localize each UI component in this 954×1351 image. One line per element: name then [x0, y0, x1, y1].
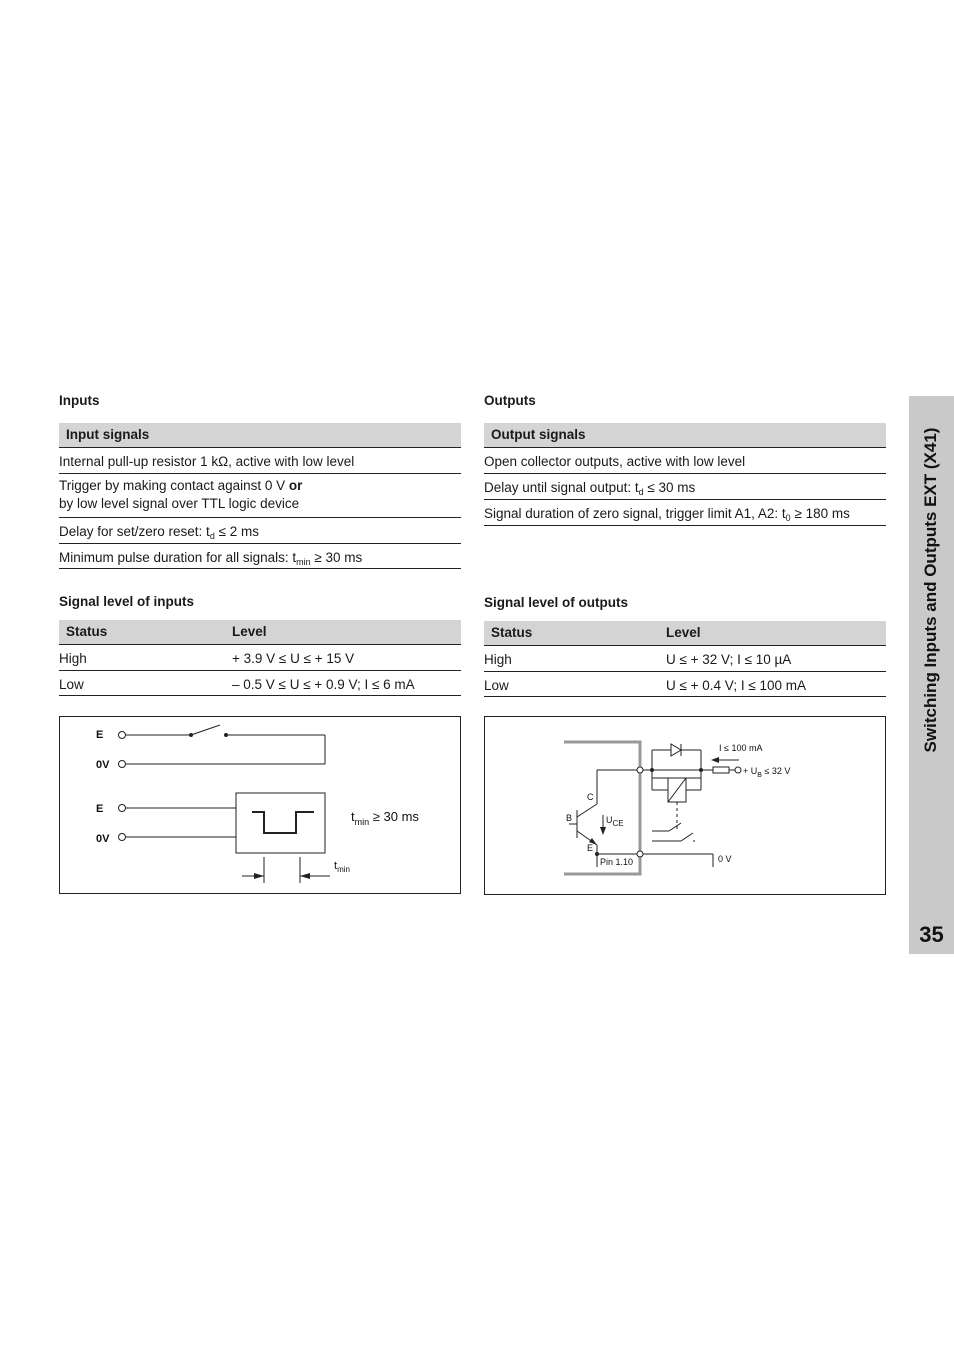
input-0v-label-1: 0V	[96, 759, 110, 771]
signal-outputs-table	[484, 621, 886, 697]
signal-outputs-heading: Signal level of outputs	[484, 595, 629, 610]
output-row-text: ≤ 30 ms	[643, 480, 696, 495]
table-row	[59, 645, 461, 671]
input-e-label-2: E	[96, 803, 104, 815]
input-row-text: ≤ 2 ms	[214, 524, 259, 539]
col-status: Status	[491, 625, 533, 640]
signal-inputs-header	[59, 620, 461, 645]
output-circuit-svg	[485, 717, 885, 894]
input-circuit-diagram	[59, 716, 461, 894]
table-row	[59, 448, 461, 474]
pin-label: Pin 1.10	[600, 857, 634, 867]
output-circuit-diagram	[484, 716, 886, 895]
output-signals-header	[484, 423, 886, 448]
table-row	[59, 544, 461, 569]
collector-label: C	[587, 792, 594, 802]
level-cell: + 3.9 V ≤ U ≤ + 15 V	[232, 651, 355, 666]
level-cell: – 0.5 V ≤ U ≤ + 0.9 V; I ≤ 6 mA	[232, 677, 415, 692]
col-level: Level	[232, 624, 267, 639]
input-row-text: Minimum pulse duration for all signals: t	[59, 550, 297, 565]
output-row-text: Delay until signal output: t	[484, 480, 639, 495]
base-label: B	[566, 813, 573, 823]
input-signals-header-label: Input signals	[66, 427, 150, 442]
status-cell: Low	[59, 677, 84, 692]
signal-outputs-header	[484, 621, 886, 646]
outputs-heading: Outputs	[484, 393, 536, 408]
table-row	[484, 474, 886, 500]
ub-label: + $U_B \le 32$ V	[743, 766, 791, 779]
input-e-label-1: E	[96, 729, 104, 741]
inputs-heading: Inputs	[59, 393, 100, 408]
input-signals-table	[59, 423, 461, 569]
output-row-text: Open collector outputs, active with low level	[484, 454, 746, 469]
table-row	[484, 672, 886, 697]
table-row	[484, 646, 886, 672]
table-row	[484, 500, 886, 526]
output-row-sub: 0	[785, 513, 791, 523]
emitter-label: E	[587, 843, 594, 853]
input-row-bold: or	[288, 478, 303, 493]
signal-inputs-heading: Signal level of inputs	[59, 594, 195, 609]
current-limit-label: I ≤ 100 mA	[719, 743, 763, 753]
table-row	[59, 518, 461, 544]
input-row-sub: min	[296, 557, 311, 567]
input-row-text: Trigger by making contact against 0 V	[59, 478, 289, 493]
output-0v-label: 0 V	[718, 854, 732, 864]
input-row-sub: d	[209, 531, 215, 541]
input-signals-header	[59, 423, 461, 448]
output-row-text: ≥ 180 ms	[790, 506, 850, 521]
col-status: Status	[66, 624, 108, 639]
col-level: Level	[666, 625, 701, 640]
table-row	[59, 671, 461, 696]
input-circuit-svg	[60, 717, 460, 893]
input-row-text: Delay for set/zero reset: t	[59, 524, 210, 539]
status-cell: Low	[484, 678, 509, 693]
level-cell: U ≤ + 32 V; I ≤ 10 µA	[666, 652, 792, 667]
tmin-condition-label: $t_{min} \ge 30$ ms	[351, 809, 419, 827]
output-signals-table	[484, 423, 886, 526]
input-row-text: Internal pull-up resistor 1 kΩ, active with low level	[59, 454, 355, 469]
input-row-text: by low level signal over TTL logic device	[59, 496, 300, 511]
signal-inputs-table	[59, 620, 461, 696]
output-row-sub: d	[638, 487, 644, 497]
output-signals-header-label: Output signals	[491, 427, 586, 442]
status-cell: High	[484, 652, 512, 667]
input-row-text: ≥ 30 ms	[310, 550, 363, 565]
uce-label: UCE	[606, 815, 624, 828]
level-cell: U ≤ + 0.4 V; I ≤ 100 mA	[666, 678, 807, 693]
table-row	[59, 474, 461, 518]
tmin-dimension-label: $t_{min}$	[334, 860, 350, 874]
output-row-text: Signal duration of zero signal, trigger limit A1, A2: t	[484, 506, 786, 521]
chapter-title: Switching Inputs and Outputs EXT (X41)	[921, 427, 940, 753]
status-cell: High	[59, 651, 87, 666]
page-number: 35	[919, 922, 944, 947]
input-0v-label-2: 0V	[96, 833, 110, 845]
table-row	[484, 448, 886, 474]
